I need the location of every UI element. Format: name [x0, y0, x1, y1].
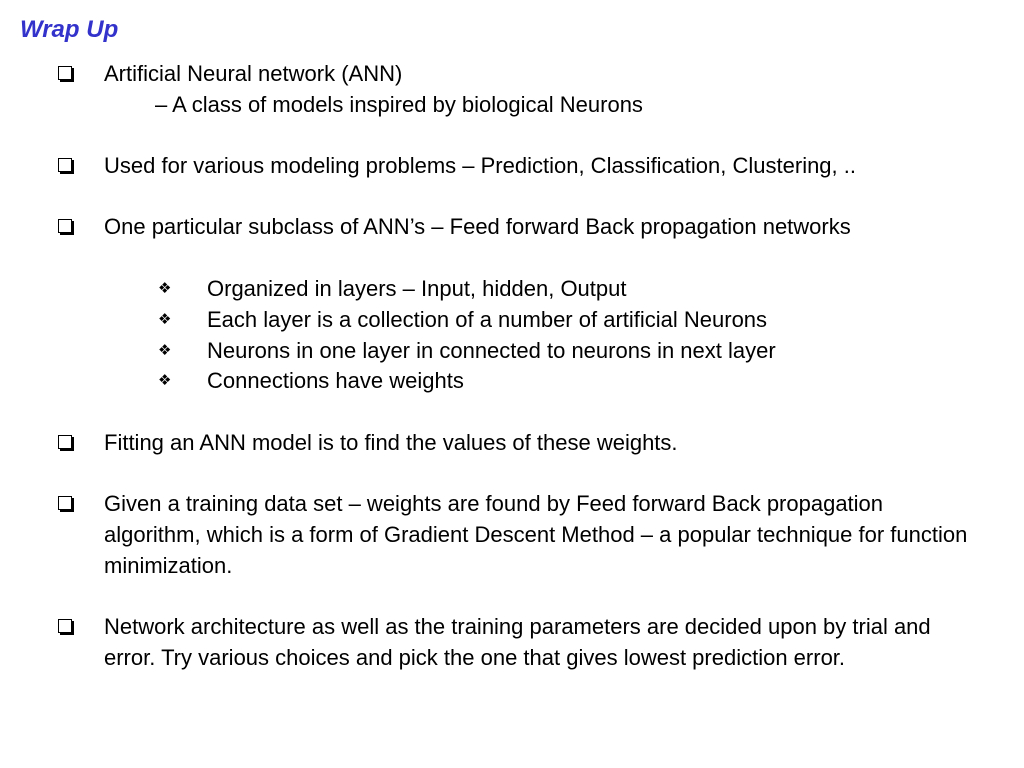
bullet-text: Given a training data set – weights are found by Feed forward Back propagation algorithm, which is a form of Gradient Descent Method – a popular technique for function minimization. [104, 491, 968, 578]
checkbox-bullet-icon [58, 219, 72, 233]
bullet-text: Fitting an ANN model is to find the values of these weights. [104, 430, 678, 455]
checkbox-bullet-icon [58, 619, 72, 633]
checkbox-bullet-icon [58, 158, 72, 172]
diamond-bullet-icon: ❖ [158, 280, 172, 297]
bullet-text: Network architecture as well as the training parameters are decided upon by trial and error. Try various choices and pick the one that gives lowest prediction error. [104, 614, 931, 670]
bullet-text: Used for various modeling problems – Prediction, Classification, Clustering, .. [104, 153, 856, 178]
bullet-text: One particular subclass of ANN’s – Feed forward Back propagation networks [104, 214, 851, 239]
sub-bullet-text: Organized in layers – Input, hidden, Output [207, 276, 627, 301]
checkbox-bullet-icon [58, 435, 72, 449]
sub-bullet-text: Neurons in one layer in connected to neurons in next layer [207, 338, 776, 363]
diamond-bullet-icon: ❖ [158, 342, 172, 359]
checkbox-bullet-icon [58, 496, 72, 510]
sub-bullet-text: Connections have weights [207, 368, 464, 393]
sub-bullet-text: Each layer is a collection of a number of artificial Neurons [207, 307, 768, 332]
bullet-subtext: – A class of models inspired by biological Neurons [155, 92, 643, 117]
diamond-bullet-icon: ❖ [158, 372, 172, 389]
diamond-bullet-icon: ❖ [158, 311, 172, 328]
slide-title: Wrap Up [20, 16, 119, 43]
bullet-text: Artificial Neural network (ANN) [104, 61, 403, 86]
checkbox-bullet-icon [58, 66, 72, 80]
